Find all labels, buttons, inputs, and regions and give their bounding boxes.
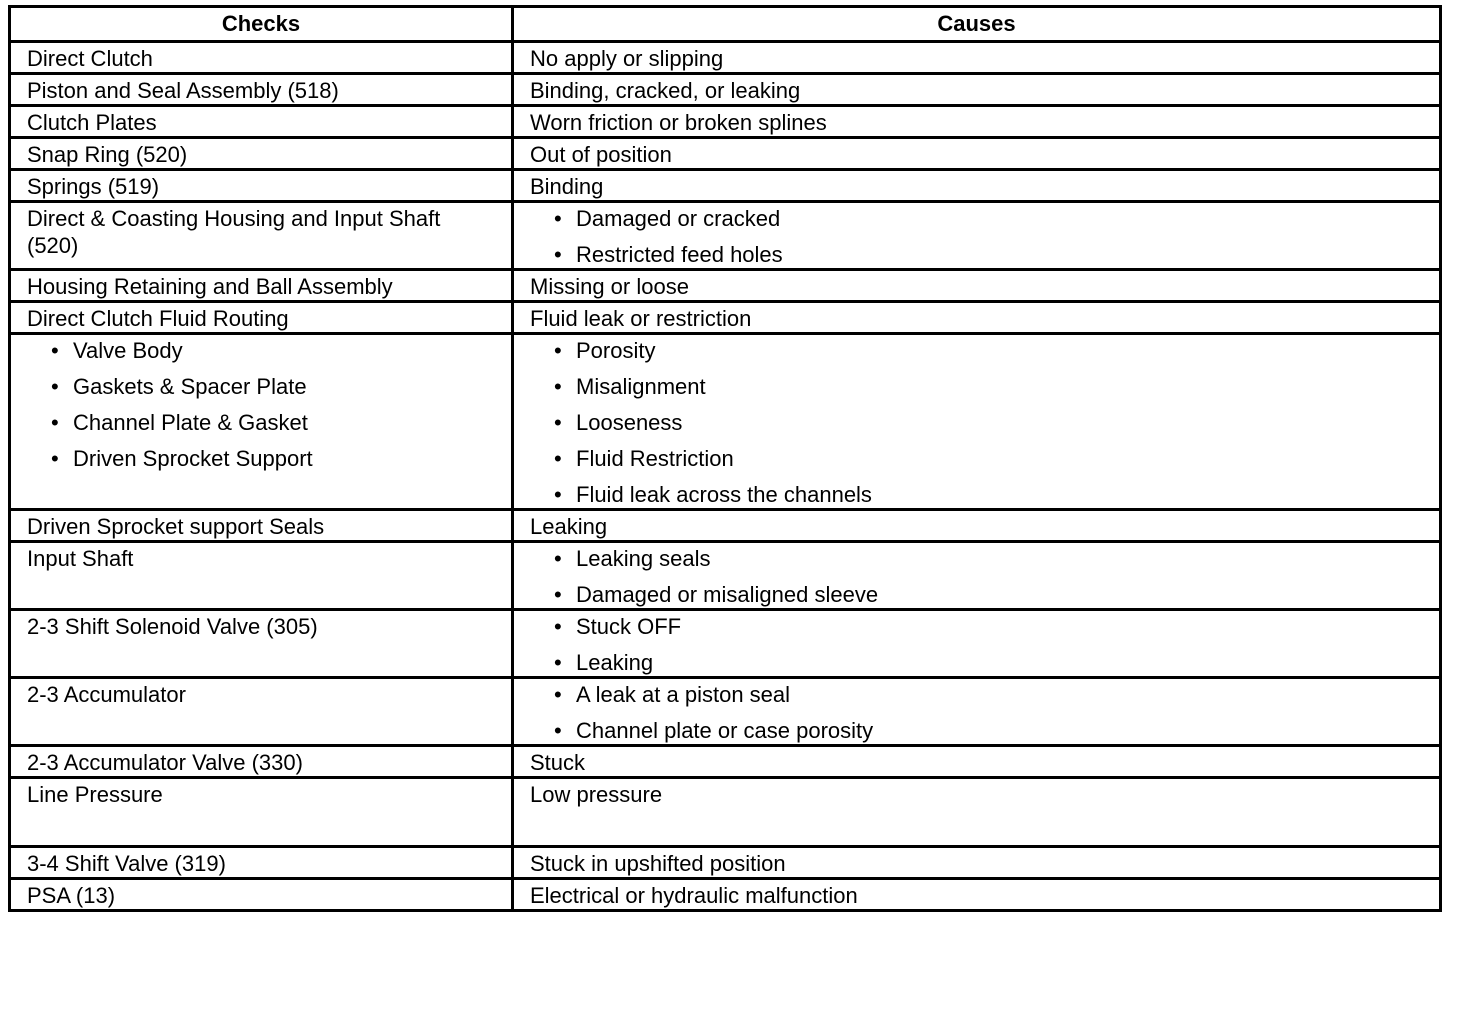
- check-cell: [10, 510, 513, 542]
- diagnosis-table-container: [8, 5, 1439, 912]
- check-text: Snap Ring (520): [27, 142, 188, 167]
- cause-cell: [513, 847, 1441, 879]
- cause-cell: [513, 746, 1441, 778]
- check-cell: [10, 42, 513, 74]
- bullet-item: [27, 373, 497, 400]
- bullet-item: [27, 337, 497, 364]
- bullet-text: Damaged or cracked: [576, 206, 781, 231]
- bullet-item: [530, 373, 1425, 400]
- cause-cell: [513, 542, 1441, 610]
- bullet-text: Gaskets & Spacer Plate: [73, 374, 307, 399]
- check-text: Line Pressure: [27, 782, 163, 807]
- check-bullet-list: [27, 337, 497, 472]
- table-row: [10, 74, 1441, 106]
- check-cell: [10, 879, 513, 911]
- bullet-text: Fluid leak across the channels: [576, 482, 872, 507]
- table-row: [10, 847, 1441, 879]
- check-text: Direct & Coasting Housing and Input Shaft (520): [27, 206, 441, 258]
- cause-text: No apply or slipping: [530, 46, 724, 71]
- table-row: [10, 746, 1441, 778]
- check-text: Direct Clutch: [27, 46, 153, 71]
- bullet-item: [530, 481, 1425, 508]
- cause-cell: [513, 74, 1441, 106]
- bullet-text: Fluid Restriction: [576, 446, 734, 471]
- check-text: 2-3 Shift Solenoid Valve (305): [27, 614, 318, 639]
- bullet-item: [530, 241, 1425, 268]
- check-cell: [10, 847, 513, 879]
- table-row: [10, 334, 1441, 510]
- cause-cell: [513, 334, 1441, 510]
- bullet-text: Valve Body: [73, 338, 183, 363]
- bullet-icon: •: [554, 682, 562, 707]
- diagnosis-table: [8, 5, 1442, 912]
- cause-text: Electrical or hydraulic malfunction: [530, 883, 858, 908]
- header-checks: Checks: [10, 7, 513, 42]
- check-cell: [10, 302, 513, 334]
- bullet-item: [27, 445, 497, 472]
- cause-cell: [513, 879, 1441, 911]
- check-cell: [10, 542, 513, 610]
- bullet-text: Channel plate or case porosity: [576, 718, 874, 743]
- cause-bullet-list: [530, 545, 1425, 608]
- cause-text: Fluid leak or restriction: [530, 306, 752, 331]
- bullet-text: Misalignment: [576, 374, 706, 399]
- check-text: Input Shaft: [27, 546, 134, 571]
- cause-bullet-list: [530, 681, 1425, 744]
- cause-cell: [513, 302, 1441, 334]
- bullet-icon: •: [554, 650, 562, 675]
- cause-text: Leaking: [530, 514, 608, 539]
- bullet-item: [530, 545, 1425, 572]
- cause-text: Binding: [530, 174, 604, 199]
- bullet-icon: •: [51, 410, 59, 435]
- bullet-icon: •: [554, 546, 562, 571]
- cause-cell: [513, 270, 1441, 302]
- check-text: 2-3 Accumulator: [27, 682, 186, 707]
- bullet-text: Leaking: [576, 650, 654, 675]
- bullet-icon: •: [554, 410, 562, 435]
- table-row: [10, 170, 1441, 202]
- bullet-item: [27, 409, 497, 436]
- check-text: Clutch Plates: [27, 110, 157, 135]
- check-text: Housing Retaining and Ball Assembly: [27, 274, 393, 299]
- check-cell: [10, 170, 513, 202]
- cause-cell: [513, 42, 1441, 74]
- bullet-icon: •: [51, 374, 59, 399]
- bullet-icon: •: [554, 242, 562, 267]
- bullet-icon: •: [554, 614, 562, 639]
- check-cell: [10, 610, 513, 678]
- bullet-icon: •: [554, 718, 562, 743]
- bullet-text: Driven Sprocket Support: [73, 446, 313, 471]
- bullet-icon: •: [554, 482, 562, 507]
- check-text: Driven Sprocket support Seals: [27, 514, 325, 539]
- cause-cell: [513, 202, 1441, 270]
- cause-text: Missing or loose: [530, 274, 689, 299]
- check-cell: [10, 678, 513, 746]
- bullet-text: Restricted feed holes: [576, 242, 783, 267]
- cause-cell: [513, 170, 1441, 202]
- bullet-icon: •: [554, 374, 562, 399]
- bullet-icon: •: [51, 338, 59, 363]
- cause-cell: [513, 106, 1441, 138]
- bullet-text: Leaking seals: [576, 546, 711, 571]
- bullet-item: [530, 445, 1425, 472]
- cause-text: Worn friction or broken splines: [530, 110, 827, 135]
- table-row: [10, 270, 1441, 302]
- check-cell: [10, 138, 513, 170]
- cause-bullet-list: [530, 337, 1425, 508]
- check-text: Springs (519): [27, 174, 160, 199]
- bullet-item: [530, 205, 1425, 232]
- table-row: [10, 678, 1441, 746]
- bullet-text: Porosity: [576, 338, 656, 363]
- check-text: Piston and Seal Assembly (518): [27, 78, 339, 103]
- bullet-icon: •: [554, 446, 562, 471]
- bullet-icon: •: [554, 582, 562, 607]
- check-text: PSA (13): [27, 883, 116, 908]
- cause-cell: [513, 778, 1441, 847]
- table-row: [10, 610, 1441, 678]
- cause-cell: [513, 510, 1441, 542]
- bullet-text: Looseness: [576, 410, 683, 435]
- cause-text: Binding, cracked, or leaking: [530, 78, 801, 103]
- check-cell: [10, 202, 513, 270]
- bullet-text: Damaged or misaligned sleeve: [576, 582, 879, 607]
- header-row: [10, 7, 1441, 42]
- cause-cell: [513, 610, 1441, 678]
- table-row: [10, 542, 1441, 610]
- bullet-item: [530, 337, 1425, 364]
- check-cell: [10, 334, 513, 510]
- table-row: [10, 42, 1441, 74]
- check-cell: [10, 74, 513, 106]
- bullet-item: [530, 717, 1425, 744]
- check-cell: [10, 746, 513, 778]
- check-cell: [10, 778, 513, 847]
- bullet-text: A leak at a piston seal: [576, 682, 791, 707]
- bullet-text: Stuck OFF: [576, 614, 682, 639]
- bullet-text: Channel Plate & Gasket: [73, 410, 308, 435]
- table-row: [10, 302, 1441, 334]
- cause-text: Stuck: [530, 750, 586, 775]
- table-row: [10, 202, 1441, 270]
- bullet-item: [530, 409, 1425, 436]
- cause-text: Out of position: [530, 142, 672, 167]
- check-text: 2-3 Accumulator Valve (330): [27, 750, 303, 775]
- bullet-icon: •: [554, 206, 562, 231]
- cause-text: Stuck in upshifted position: [530, 851, 786, 876]
- check-cell: [10, 270, 513, 302]
- header-causes: Causes: [513, 7, 1441, 42]
- bullet-item: [530, 613, 1425, 640]
- cause-bullet-list: [530, 205, 1425, 268]
- cause-bullet-list: [530, 613, 1425, 676]
- cause-text: Low pressure: [530, 782, 663, 807]
- check-text: 3-4 Shift Valve (319): [27, 851, 226, 876]
- table-row: [10, 106, 1441, 138]
- bullet-icon: •: [51, 446, 59, 471]
- bullet-icon: •: [554, 338, 562, 363]
- check-cell: [10, 106, 513, 138]
- check-text: Direct Clutch Fluid Routing: [27, 306, 289, 331]
- table-row: [10, 778, 1441, 847]
- bullet-item: [530, 649, 1425, 676]
- cause-cell: [513, 678, 1441, 746]
- bullet-item: [530, 681, 1425, 708]
- table-row: [10, 510, 1441, 542]
- table-body: [10, 42, 1441, 911]
- bullet-item: [530, 581, 1425, 608]
- cause-cell: [513, 138, 1441, 170]
- table-row: [10, 138, 1441, 170]
- table-row: [10, 879, 1441, 911]
